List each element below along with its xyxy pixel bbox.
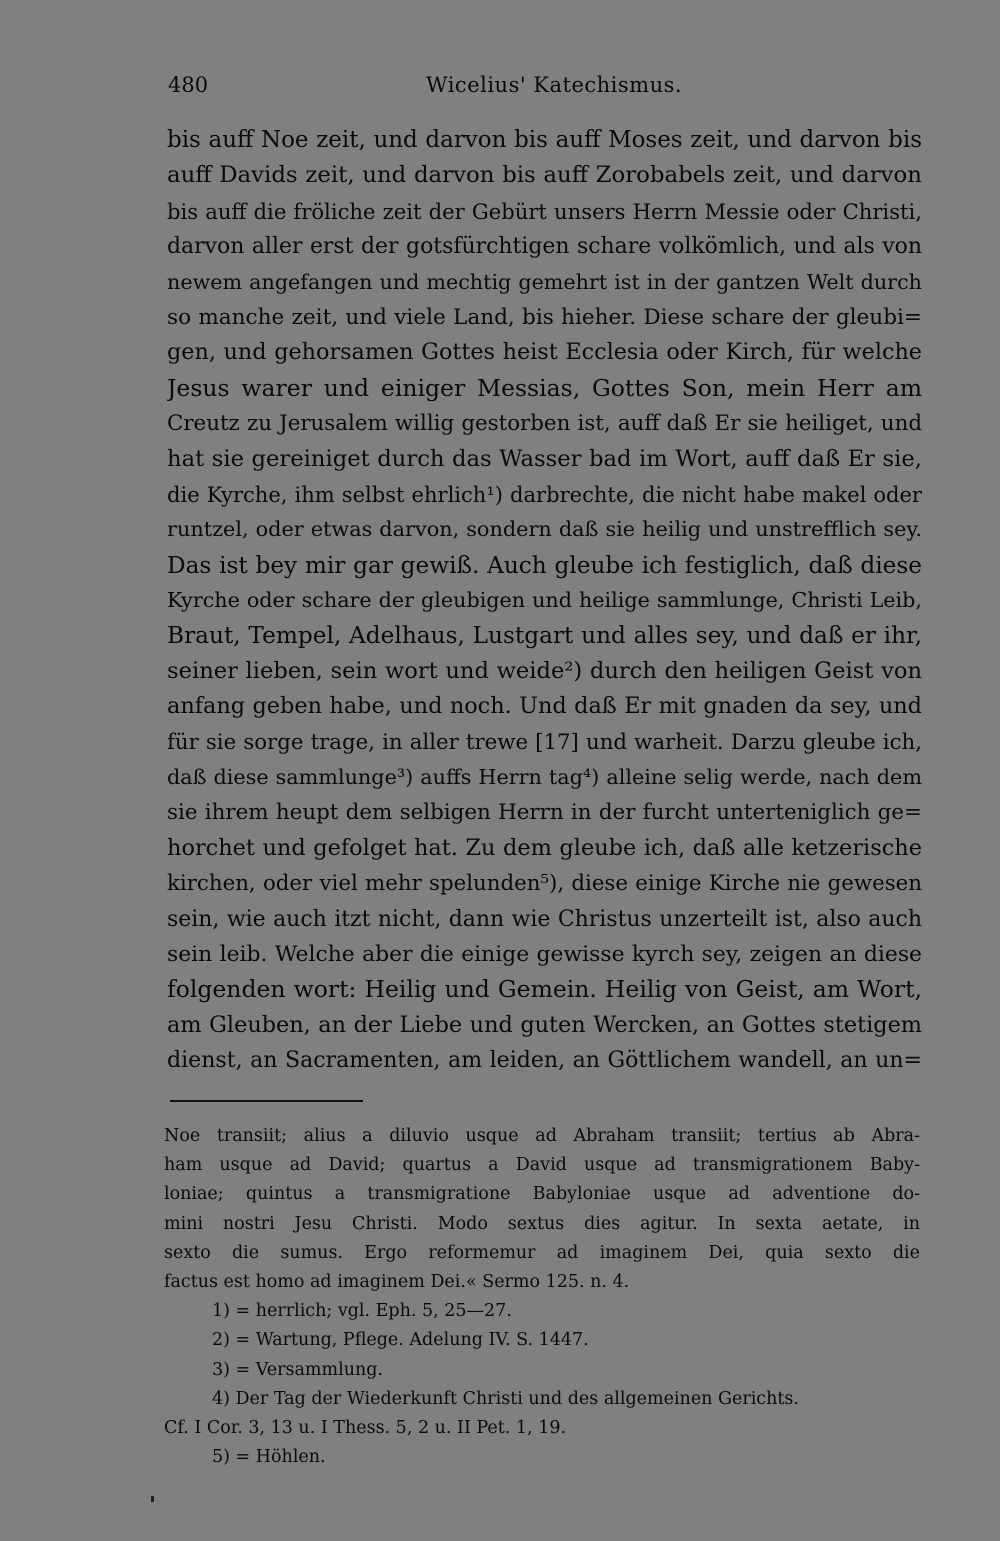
footnote-continuation-line: mini nostri Jesu Christi. Modo sextus dies agitur. In sexta aetate, in [164, 1213, 920, 1234]
footnote-continuation-line: ham usque ad David; quartus a David usque ad transmigrationem Baby- [164, 1155, 920, 1176]
text-line: daß diese sammlunge³) auffs Herrn tag⁴) alleine selig werde, nach dem [167, 765, 922, 790]
footnote-5: 5) = Höhlen. [212, 1447, 326, 1468]
footnote-continuation-line: loniae; quintus a transmigratione Babyloniae usque ad adventione do- [164, 1184, 920, 1205]
footnote-2: 2) = Wartung, Pflege. Adelung IV. S. 1447. [212, 1330, 589, 1351]
text-line: bis auff die fröliche zeit der Gebürt unsers Herrn Messie oder Christi, [167, 198, 922, 224]
text-line: anfang geben habe, und noch. Und daß Er mit gnaden da sey, und [167, 693, 922, 720]
text-line: Das ist bey mir gar gewiß. Auch gleube ich festiglich, daß diese [167, 551, 922, 579]
text-line: bis auff Noe zeit, und darvon bis auff Moses zeit, und darvon bis [167, 127, 922, 153]
text-line: am Gleuben, an der Liebe und guten Wercken, an Gottes stetigem [167, 1011, 922, 1038]
footnote-continuation-line: factus est homo ad imaginem Dei.« Sermo 125. n. 4. [164, 1271, 630, 1292]
footnote-4: 4) Der Tag der Wiederkunft Christi und des allgemeinen Gerichts. [212, 1388, 799, 1409]
text-line: Jesus warer und einiger Messias, Gottes Son, mein Herr am [167, 373, 922, 402]
text-line: für sie sorge trage, in aller trewe [17] und warheit. Darzu gleube ich, [167, 729, 922, 755]
text-line: auff Davids zeit, und darvon bis auff Zorobabels zeit, und darvon [167, 162, 922, 189]
footnote-continuation-line: Noe transiit; alius a diluvio usque ad Abraham transiit; tertius ab Abra- [164, 1126, 920, 1146]
main-text [167, 123, 922, 1079]
text-line: hat sie gereiniget durch das Wasser bad im Wort, auff daß Er sie, [167, 445, 922, 472]
text-line: runtzel, oder etwas darvon, sondern daß sie heilig und unstrefflich sey. [167, 517, 922, 542]
text-line: horchet und gefolget hat. Zu dem gleube ich, daß alle ketzerische [167, 834, 922, 861]
page-header [168, 68, 918, 102]
text-line: sein, wie auch itzt nicht, dann wie Christus unzerteilt ist, also auch [167, 906, 922, 932]
text-line: sie ihrem heupt dem selbigen Herrn in der furcht unterteniglich ge= [167, 800, 922, 826]
text-line: darvon aller erst der gotsfürchtigen schare volkömlich, und als von [167, 234, 922, 260]
text-line: dienst, an Sacramenten, am leiden, an Göttlichem wandell, an un= [167, 1048, 922, 1074]
text-line: die Kyrche, ihm selbst ehrlich¹) darbrechte, die nicht habe makel oder [167, 481, 922, 507]
text-line: seiner lieben, sein wort und weide²) durch den heiligen Geist von [167, 657, 922, 684]
ink-speck [151, 1496, 154, 1502]
text-line: so manche zeit, und viele Land, bis hieher. Diese schare der gleubi= [167, 304, 922, 330]
text-line: Kyrche oder schare der gleubigen und heilige sammlunge, Christi Leib, [167, 588, 922, 613]
footnotes [164, 1122, 920, 1472]
text-line: newem angefangen und mechtig gemehrt ist in der gantzen Welt durch [167, 269, 922, 294]
page-number: 480 [168, 73, 209, 97]
footnote-4-continuation: Cf. I Cor. 3, 13 u. I Thess. 5, 2 u. II Pet. 1, 19. [164, 1417, 567, 1438]
text-line: Braut, Tempel, Adelhaus, Lustgart und alles sey, und daß er ihr, [167, 622, 922, 650]
text-line: Creutz zu Jerusalem willig gestorben ist, auff daß Er sie heiliget, und [167, 411, 922, 437]
footnote-continuation-line: sexto die sumus. Ergo reformemur ad imaginem Dei, quia sexto die [164, 1242, 920, 1263]
running-title: Wicelius' Katechismus. [426, 73, 683, 97]
text-line: kirchen, oder viel mehr spelunden⁵), diese einige Kirche nie gewesen [167, 871, 922, 897]
text-line: gen, und gehorsamen Gottes heist Ecclesia oder Kirch, für welche [167, 339, 922, 366]
footnote-divider [170, 1100, 363, 1102]
footnote-3: 3) = Versammlung. [212, 1359, 384, 1380]
footnote-1: 1) = herrlich; vgl. Eph. 5, 25—27. [212, 1301, 512, 1322]
text-line: folgenden wort: Heilig und Gemein. Heilig von Geist, am Wort, [167, 975, 922, 1004]
text-line: sein leib. Welche aber die einige gewisse kyrch sey, zeigen an diese [167, 941, 922, 967]
